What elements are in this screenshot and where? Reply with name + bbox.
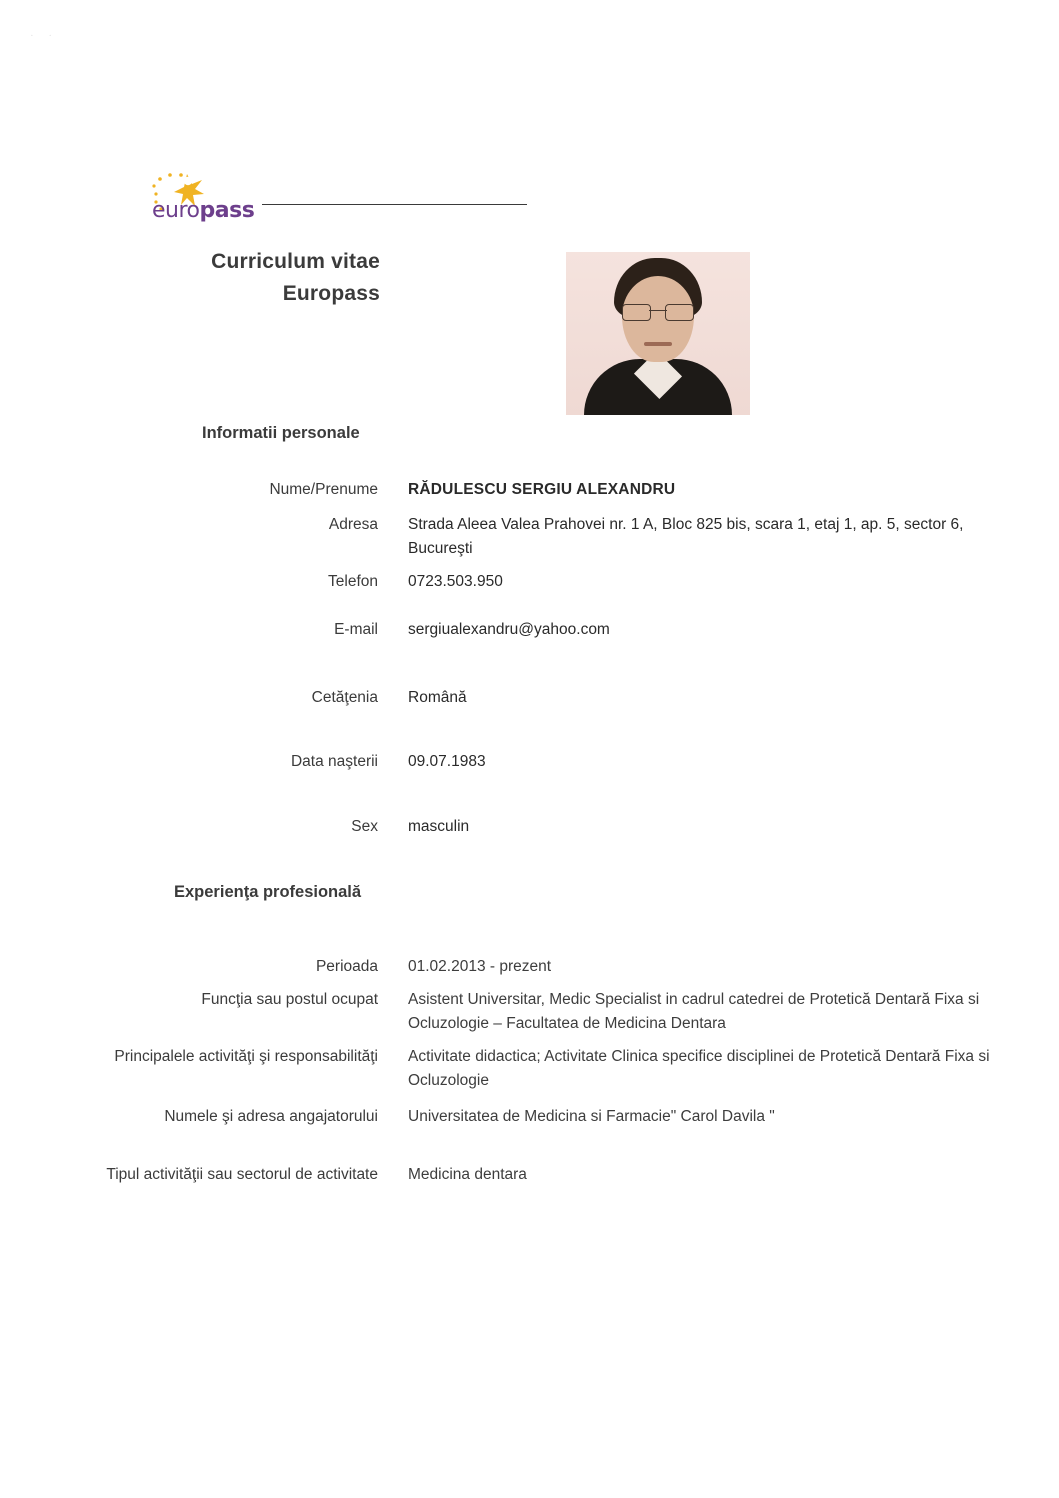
field-value: Medicina dentara: [408, 1166, 527, 1183]
field-label: Nume/Prenume: [269, 481, 378, 498]
applicant-photo: [566, 252, 750, 415]
field-value: Activitate didactica; Activitate Clinica specifice disciplinei de Protetică Dentară Fixa si Ocluzologie: [408, 1048, 990, 1090]
field-value: masculin: [408, 818, 470, 835]
field-label: Tipul activităţii sau sectorul de activitate: [106, 1166, 378, 1183]
field-value: Română: [408, 689, 467, 706]
section-heading-experience: Experienţa profesională: [174, 883, 362, 901]
scan-artifact: · ·: [30, 30, 59, 42]
logo-word-euro: euro: [152, 198, 200, 223]
field-label: Data naşterii: [290, 753, 378, 770]
page-title-line1: Curriculum vitae: [211, 250, 380, 273]
page-title-line2: Europass: [282, 281, 380, 305]
field-label: Perioada: [315, 958, 378, 975]
field-value: Strada Aleea Valea Prahovei nr. 1 A, Bloc 825 bis, scara 1, etaj 1, ap. 5, sector 6, Bucureşti: [408, 516, 964, 558]
field-value: 0723.503.950: [408, 573, 503, 590]
field-label: Telefon: [328, 573, 378, 590]
page-title: [120, 246, 380, 309]
field-value: RĂDULESCU SERGIU ALEXANDRU: [408, 481, 676, 498]
field-label: Numele şi adresa angajatorului: [164, 1108, 378, 1125]
field-label: E-mail: [334, 621, 378, 638]
field-value: 01.02.2013 - prezent: [408, 958, 552, 975]
europass-logo: [140, 168, 400, 230]
section-heading-personal: Informatii personale: [202, 424, 360, 442]
field-label: Principalele activităţi şi responsabilităţi: [114, 1048, 378, 1065]
field-value: Universitatea de Medicina si Farmacie" Carol Davila ": [408, 1108, 775, 1125]
field-value: Asistent Universitar, Medic Specialist in cadrul catedrei de Protetică Dentară Fixa si Ocluzologie – Facultatea de Medicina Dentara: [408, 991, 980, 1033]
logo-word-pass: pass: [199, 198, 255, 223]
field-label: Funcţia sau postul ocupat: [201, 991, 378, 1008]
europass-wordmark: [152, 198, 254, 223]
field-value: sergiualexandru@yahoo.com: [408, 621, 610, 638]
field-label: Cetăţenia: [311, 689, 378, 706]
field-label: Sex: [351, 818, 378, 835]
field-label: Adresa: [328, 516, 378, 533]
field-value: 09.07.1983: [408, 753, 486, 770]
logo-divider: [262, 204, 527, 205]
